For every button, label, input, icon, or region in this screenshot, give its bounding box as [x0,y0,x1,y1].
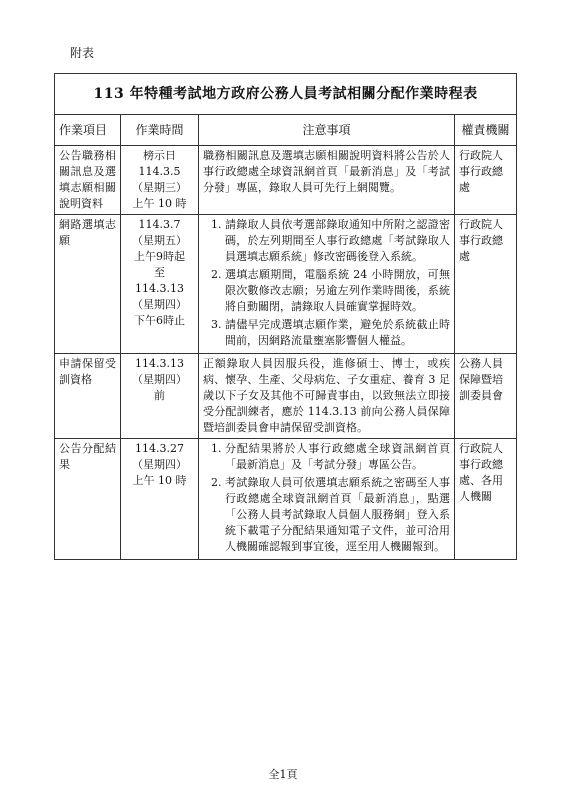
header-time: 作業時間 [121,115,199,146]
time-line: 上午 10 時 [132,197,187,210]
table-row [55,354,517,439]
row-item: 公告職務相關訊息及選填志願相關說明資料 [55,146,121,215]
header-row [55,115,517,146]
header-agency: 權責機關 [455,115,517,146]
row-item: 公告分配結果 [55,439,121,560]
row-agency: 行政院人事行政總處 [455,215,517,354]
time-line: 114.3.5 [138,165,181,178]
table-row [55,146,517,215]
notes-text: 正額錄取人員因服兵役，進修碩士、博士，或疾病、懷孕、生產、父母病危、子女重症、養育 3 足歲以下子女及其他不可歸責事由，以致無法立即接受分配訓練者，應於 114.3.13 前向公務人員保障暨培訓委員會申請保留受訓資格。 [203,357,450,434]
row-agency: 行政院人事行政總處、各用人機關 [455,439,517,560]
time-line: 上午 10 時 [132,474,187,487]
row-item: 申請保留受訓資格 [55,354,121,439]
row-agency: 公務人員保障暨培訓委員會 [455,354,517,439]
row-time [121,215,199,354]
notes-list-item: 2. 選填志願期間，電腦系統 24 小時開放，可無限次數修改志願；另逾左列作業時間後，系統將自動關閉，請錄取人員確實掌握時效。 [225,267,450,315]
table-title: 113 年特種考試地方政府公務人員考試相關分配作業時程表 [55,74,517,115]
time-line: （星期三） [132,181,187,194]
row-notes [199,215,455,354]
time-line: 114.3.13 [135,357,184,370]
notes-list-item: 1. 分配結果將於人事行政總處全球資訊網首頁「最新消息」及「考試分發」專區公告。 [225,441,450,473]
table-body [55,146,517,560]
row-agency: 行政院人事行政總處 [455,146,517,215]
row-time [121,354,199,439]
table-row [55,439,517,560]
notes-list [203,217,450,349]
header-item: 作業項目 [55,115,121,146]
row-time [121,439,199,560]
time-line: 至 [154,266,165,279]
time-line: 榜示日 [143,149,176,162]
time-line: 前 [154,389,165,402]
notes-list [203,441,450,555]
page-footer: 全1頁 [268,768,298,781]
attachment-label: 附表 [70,46,95,60]
notes-list-item: 2. 考試錄取人員可依選填志願系統之密碼至人事行政總處全球資訊網首頁「最新消息」，點選「公務人員考試錄取人員個人服務網」登入系統下載電子分配結果通知電子文件，並可洽用人機關確認報到事宜後，逕至用人機關報到。 [225,475,450,555]
notes-list-item: 3. 請儘早完成選填志願作業，避免於系統截止時間前，因網路流量壅塞影響個人權益。 [225,317,450,349]
row-notes [199,146,455,215]
time-line: （星期四） [132,298,187,311]
time-line: 上午9時起 [134,250,185,263]
row-item: 網路選填志願 [55,215,121,354]
row-notes [199,439,455,560]
time-line: （星期四） [132,458,187,471]
schedule-table [54,73,517,560]
table-row [55,215,517,354]
time-line: （星期四） [132,373,187,386]
time-line: 114.3.7 [138,218,181,231]
time-line: 114.3.27 [135,442,184,455]
row-notes [199,354,455,439]
notes-text: 職務相關訊息及選填志願相關說明資料將公告於人事行政總處全球資訊網首頁「最新消息」及「考試分發」專區，錄取人員可先行上網閱覽。 [203,149,450,194]
notes-list-item: 1. 請錄取人員依考選部錄取通知中所附之認證密碼，於左列期間至人事行政總處「考試錄取人員選填志願系統」修改密碼後登入系統。 [225,217,450,265]
header-notes: 注意事項 [199,115,455,146]
time-line: 下午6時止 [134,314,185,327]
row-time [121,146,199,215]
time-line: 114.3.13 [135,282,184,295]
time-line: （星期五） [132,234,187,247]
